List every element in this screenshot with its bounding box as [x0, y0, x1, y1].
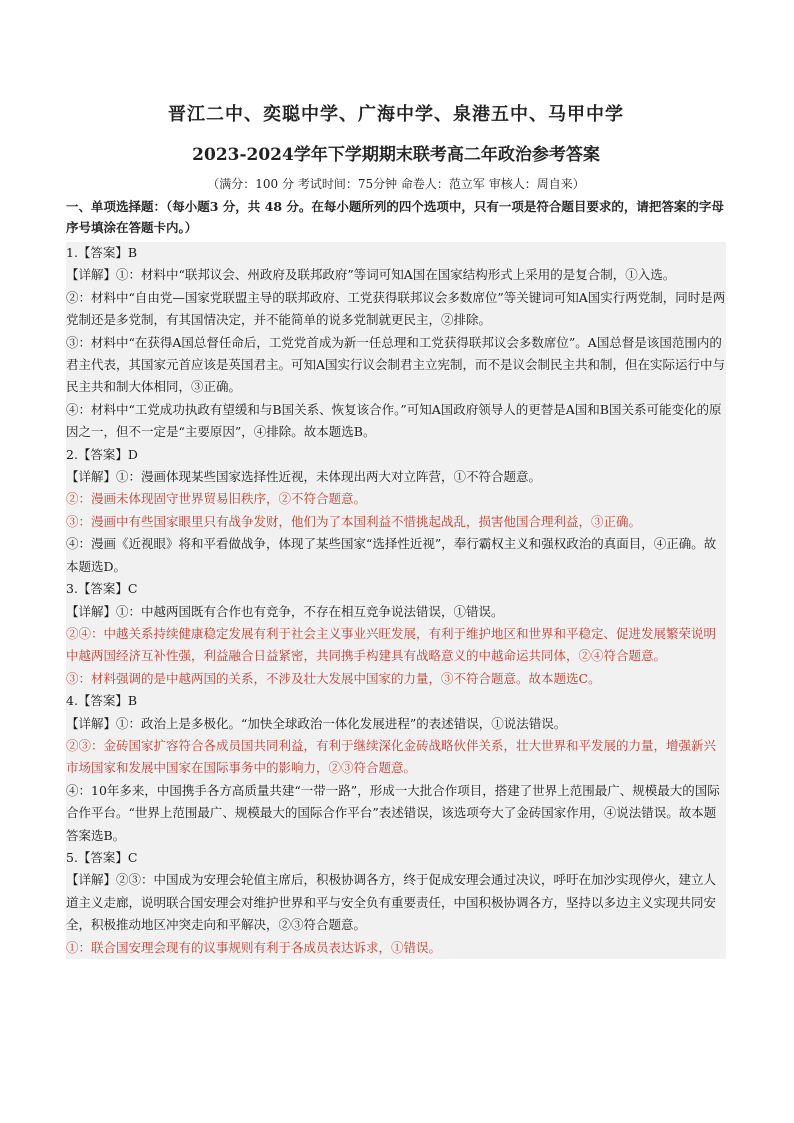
answer-line: ②：材料中“自由党—国家党联盟主导的联邦政府、工党获得联邦议会多数席位”等关键词可知A国实行两党制，同时是两党制还是多党制，有其国情决定，并不能简单的说多党制就更民主，②排除。: [66, 289, 726, 328]
answer-line: ②：漫画未体现固守世界贸易旧秩序，②不符合题意。: [66, 491, 367, 507]
answer-line: ③：材料中“在获得A国总督任命后，工党党首成为新一任总理和工党获得联邦议会多数席位”。A国总督是该国范围内的君主代表，其国家元首应该是英国君主。可知A国实行议会制君主立宪制，而不是议会制民主共和制，但在实际运行中与民主共和制大体相同，③正确。: [66, 334, 726, 395]
answer-line: ②④：中越关系持续健康稳定发展有利于社会主义事业兴旺发展，有利于维护地区和世界和平稳定、促进发展繁荣说明中越两国经济互补性强，利益融合日益紧密，共同携手构建具有战略意义的中越命运共同体，②④符合题意。: [66, 625, 717, 664]
answer-line: 【详解】②③：中国成为安理会轮值主席后，积极协调各方，终于促成安理会通过决议，呼吁在加沙实现停火，建立人道主义走廊，说明联合国安理会对维护世界和平与安全负有重要责任，中国积极协调各方，坚持以多边主义实现共同安全，积极推动地区冲突走向和平解决，②③符合题意。: [66, 872, 717, 933]
answer-line: 1.【答案】B: [66, 245, 138, 260]
answer-line: 【详解】①：材料中“联邦议会、州政府及联邦政府”等词可知A国在国家结构形式上采用的是复合制，①入选。: [66, 267, 676, 283]
answer-line: ④：漫画《近视眼》将和平看做战争，体现了某些国家“选择性近视”，奉行霸权主义和强权政治的真面目，④正确。故本题选D。: [66, 536, 717, 574]
answer-line: 3.【答案】C: [66, 581, 138, 597]
answer-document: [66, 100, 726, 959]
answer-line: 【详解】①：中越两国既有合作也有竞争，不存在相互竞争说法错误，①错误。: [66, 603, 504, 619]
answer-line: 4.【答案】B: [66, 693, 138, 709]
answer-line: 【详解】①：漫画体现某些国家选择性近视，未体现出两大对立阵营，①不符合题意。: [66, 469, 542, 485]
answer-line: ③：漫画中有些国家眼里只有战争发财，他们为了本国利益不惜挑起战乱，损害他国合理利益，③正确。: [66, 513, 642, 529]
answer-line: ①：联合国安理会现有的议事规则有利于各成员表达诉求，①错误。: [66, 939, 442, 955]
answer-line: ②③：金砖国家扩容符合各成员国共同利益，有利于继续深化金砖战略伙伴关系，壮大世界和平发展的力量，增强新兴市场国家和发展中国家在国际事务中的影响力，②③符合题意。: [66, 737, 717, 776]
exam-meta: （满分：100 分 考试时间：75分钟 命卷人：范立军 审核人：周自来）: [207, 177, 585, 191]
answer-line: ④：10年多来，中国携手各方高质量共建“一带一路”，形成一大批合作项目，搭建了世界上范围最广、规模最大的国际合作平台。“世界上范围最广、规模最大的国际合作平台”表述错误，该选项夸大了金砖国家作用，④说法错误。故本题答案选B。: [66, 782, 720, 843]
document-title: 2023-2024学年下学期期末联考高二年政治参考答案: [192, 145, 600, 165]
answer-line: ④：材料中“工党成功执政有望缓和与B国关系、恢复该合作。”可知A国政府领导人的更替是A国和B国关系可能变化的原因之一，但不一定是“主要原因”，④排除。故本题选B。: [66, 401, 722, 440]
answer-line: 【详解】①：政治上是多极化。“加快全球政治一体化发展进程”的表述错误，①说法错误。: [66, 715, 567, 731]
answer-line: ③：材料强调的是中越两国的关系，不涉及壮大发展中国家的力量，③不符合题意。故本题选C。: [66, 670, 601, 686]
answer-line: 2.【答案】D: [66, 446, 138, 462]
section-heading: 一、单项选择题：（每小题3 分，共 48 分。在每小题所列的四个选项中，只有一项是符合题目要求的，请把答案的字母序号填涂在答题卡内。）: [66, 199, 724, 235]
schools-heading: 晋江二中、奕聪中学、广海中学、泉港五中、马甲中学: [168, 104, 624, 125]
answer-line: 5.【答案】C: [66, 849, 138, 865]
answer-list: [66, 242, 726, 959]
